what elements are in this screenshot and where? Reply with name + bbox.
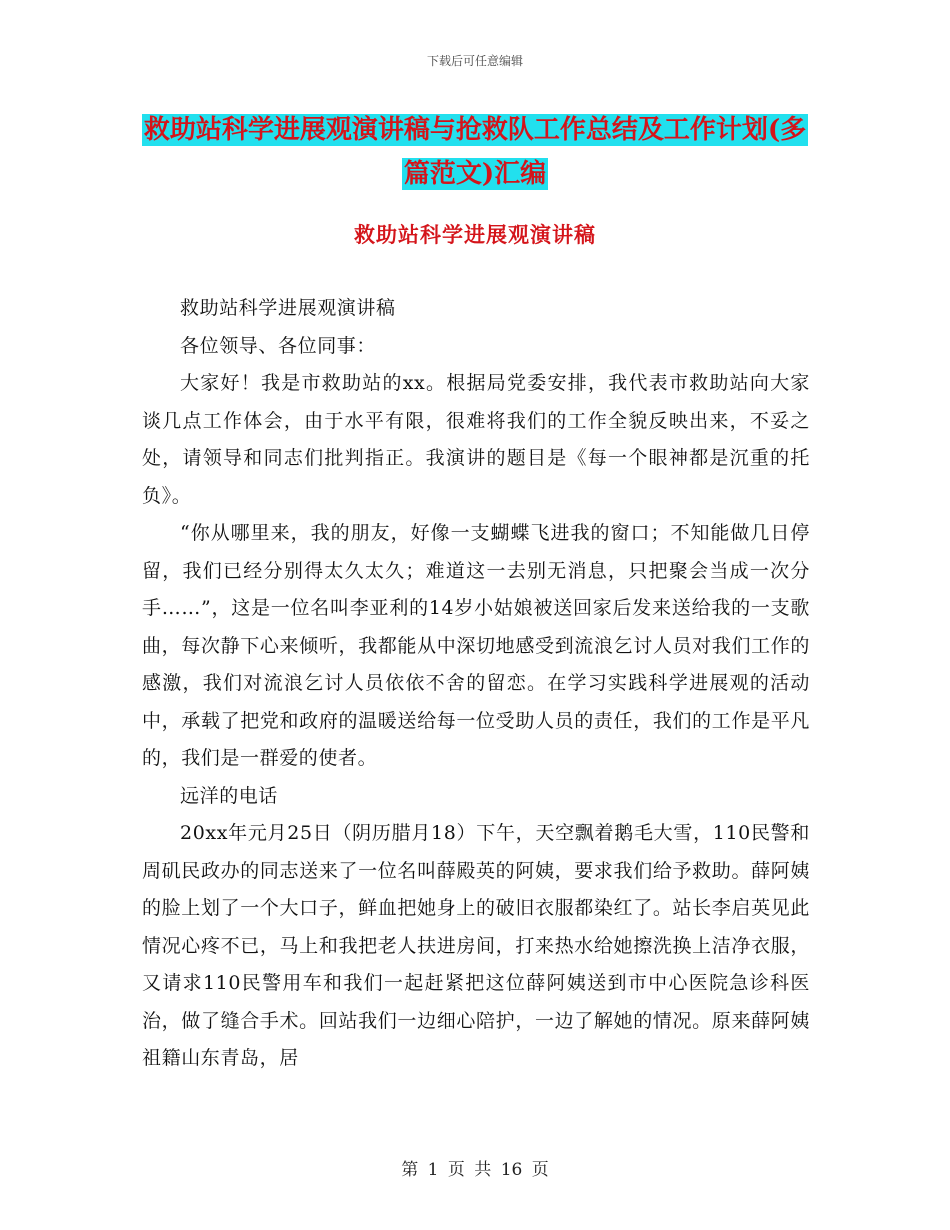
body-paragraph: 大家好！我是市救助站的xx。根据局党委安排，我代表市救助站向大家谈几点工作体会，由于水平有限，很难将我们的工作全貌反映出来，不妥之处，请领导和同志们批判指正。我演讲的题目是《每一个眼神都是沉重的托负》。 xyxy=(142,372,810,507)
document-title xyxy=(140,108,810,196)
body-paragraph: 救助站科学进展观演讲稿 xyxy=(180,297,396,319)
page-header-note: 下载后可任意编辑 xyxy=(426,54,523,68)
document-body xyxy=(142,290,810,1078)
page-footer-number: 第 1 页 共 16 页 xyxy=(401,1160,549,1180)
body-paragraph: “你从哪里来，我的朋友，好像一支蝴蝶飞进我的窗口；不知能做几日停留，我们已经分别得太久太久；难道这一去别无消息，只把聚会当成一次分手……”，这是一位名叫李亚利的14岁小姑娘被送回家后发来送给我的一支歌曲，每次静下心来倾听，我都能从中深切地感受到流浪乞讨人员对我们工作的感激，我们对流浪乞讨人员依依不舍的留恋。在学习实践科学进展观的活动中，承载了把党和政府的温暖送给每一位受助人员的责任，我们的工作是平凡的，我们是一群爱的使者。 xyxy=(142,522,810,769)
body-paragraph: 各位领导、各位同事： xyxy=(180,334,377,357)
body-paragraph: 远洋的电话 xyxy=(180,784,279,807)
section-title: 救助站科学进展观演讲稿 xyxy=(354,222,596,247)
body-paragraph: 20xx年元月25日（阴历腊月18）下午，天空飘着鹅毛大雪，110民警和周矶民政办的同志送来了一位名叫薛殿英的阿姨，要求我们给予救助。薛阿姨的脸上划了一个大口子，鲜血把她身上的破旧衣服都染红了。站长李启英见此情况心疼不已，马上和我把老人扶进房间，打来热水给她擦洗换上洁净衣服，又请求110民警用车和我们一起赶紧把这位薛阿姨送到市中心医院急诊科医治，做了缝合手术。回站我们一边细心陪护，一边了解她的情况。原来薛阿姨祖籍山东青岛，居 xyxy=(142,822,810,1069)
document-title-text: 救助站科学进展观演讲稿与抢救队工作总结及工作计划(多篇范文)汇编 xyxy=(143,115,807,189)
